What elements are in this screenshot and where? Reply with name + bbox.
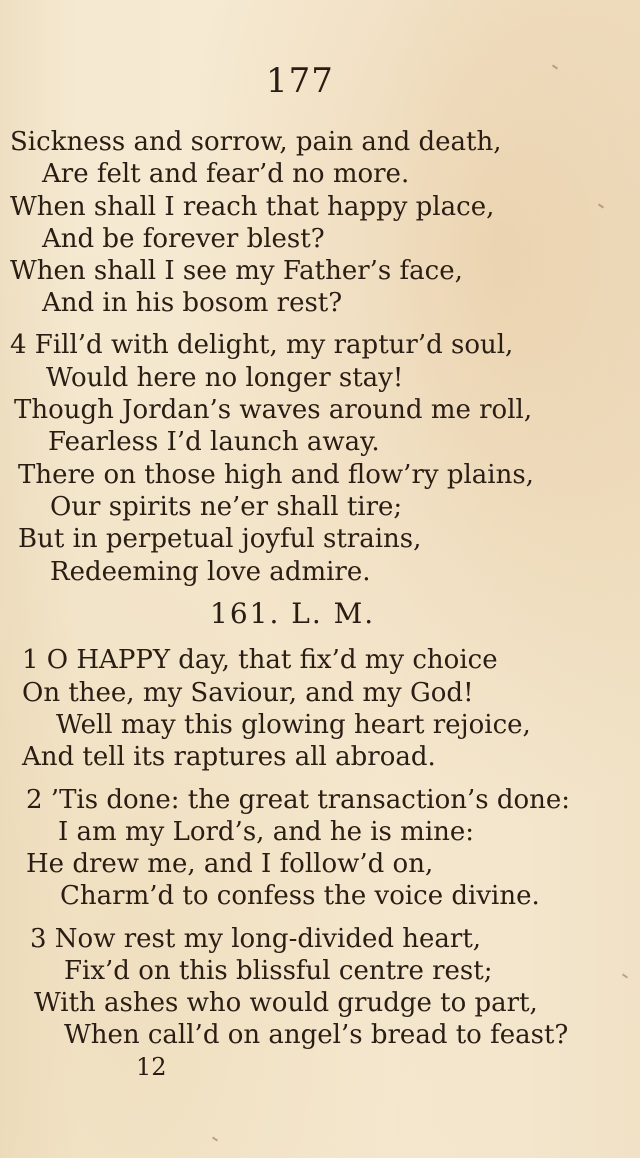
- verse-line: When shall I see my Father’s face,: [10, 256, 463, 286]
- verse-line: Our spirits ne’er shall tire;: [50, 492, 403, 522]
- verse-line: With ashes who would grudge to part,: [34, 988, 538, 1018]
- page-number: 177: [266, 61, 334, 101]
- verse-line: But in perpetual joyful strains,: [18, 524, 422, 554]
- verse-line: Sickness and sorrow, pain and death,: [10, 127, 502, 157]
- verse-line: On thee, my Saviour, and my God!: [22, 678, 474, 708]
- signature-mark: 12: [136, 1053, 167, 1081]
- verse-line: 2 ’Tis done: the great transaction’s done:: [26, 785, 571, 815]
- verse-line: Would here no longer stay!: [46, 363, 404, 393]
- verse-line: Fearless I’d launch away.: [48, 427, 380, 457]
- verse-line: When shall I reach that happy place,: [10, 192, 495, 222]
- verse-line: 3 Now rest my long-divided heart,: [30, 924, 482, 954]
- verse-line: And in his bosom rest?: [42, 288, 343, 318]
- verse-line: I am my Lord’s, and he is mine:: [58, 817, 475, 847]
- paper-speck: [622, 973, 628, 978]
- paper-speck: [212, 1136, 218, 1141]
- hymn-heading: 161. L. M.: [210, 597, 376, 630]
- verse-line: There on those high and flow’ry plains,: [18, 460, 534, 490]
- verse-line: 1 O HAPPY day, that fix’d my choice: [22, 645, 498, 675]
- paper-speck: [598, 203, 604, 208]
- verse-line: Well may this glowing heart rejoice,: [56, 710, 531, 740]
- verse-line: He drew me, and I follow’d on,: [26, 849, 434, 879]
- verse-line: And tell its raptures all abroad.: [22, 742, 436, 772]
- verse-line: Charm’d to confess the voice divine.: [60, 881, 540, 911]
- verse-line: 4 Fill’d with delight, my raptur’d soul,: [10, 330, 514, 360]
- verse-line: When call’d on angel’s bread to feast?: [64, 1020, 569, 1050]
- verse-line: Are felt and fear’d no more.: [42, 159, 410, 189]
- verse-line: And be forever blest?: [42, 224, 325, 254]
- verse-line: Redeeming love admire.: [50, 557, 371, 587]
- verse-line: Though Jordan’s waves around me roll,: [14, 395, 533, 425]
- verse-line: Fix’d on this blissful centre rest;: [64, 956, 493, 986]
